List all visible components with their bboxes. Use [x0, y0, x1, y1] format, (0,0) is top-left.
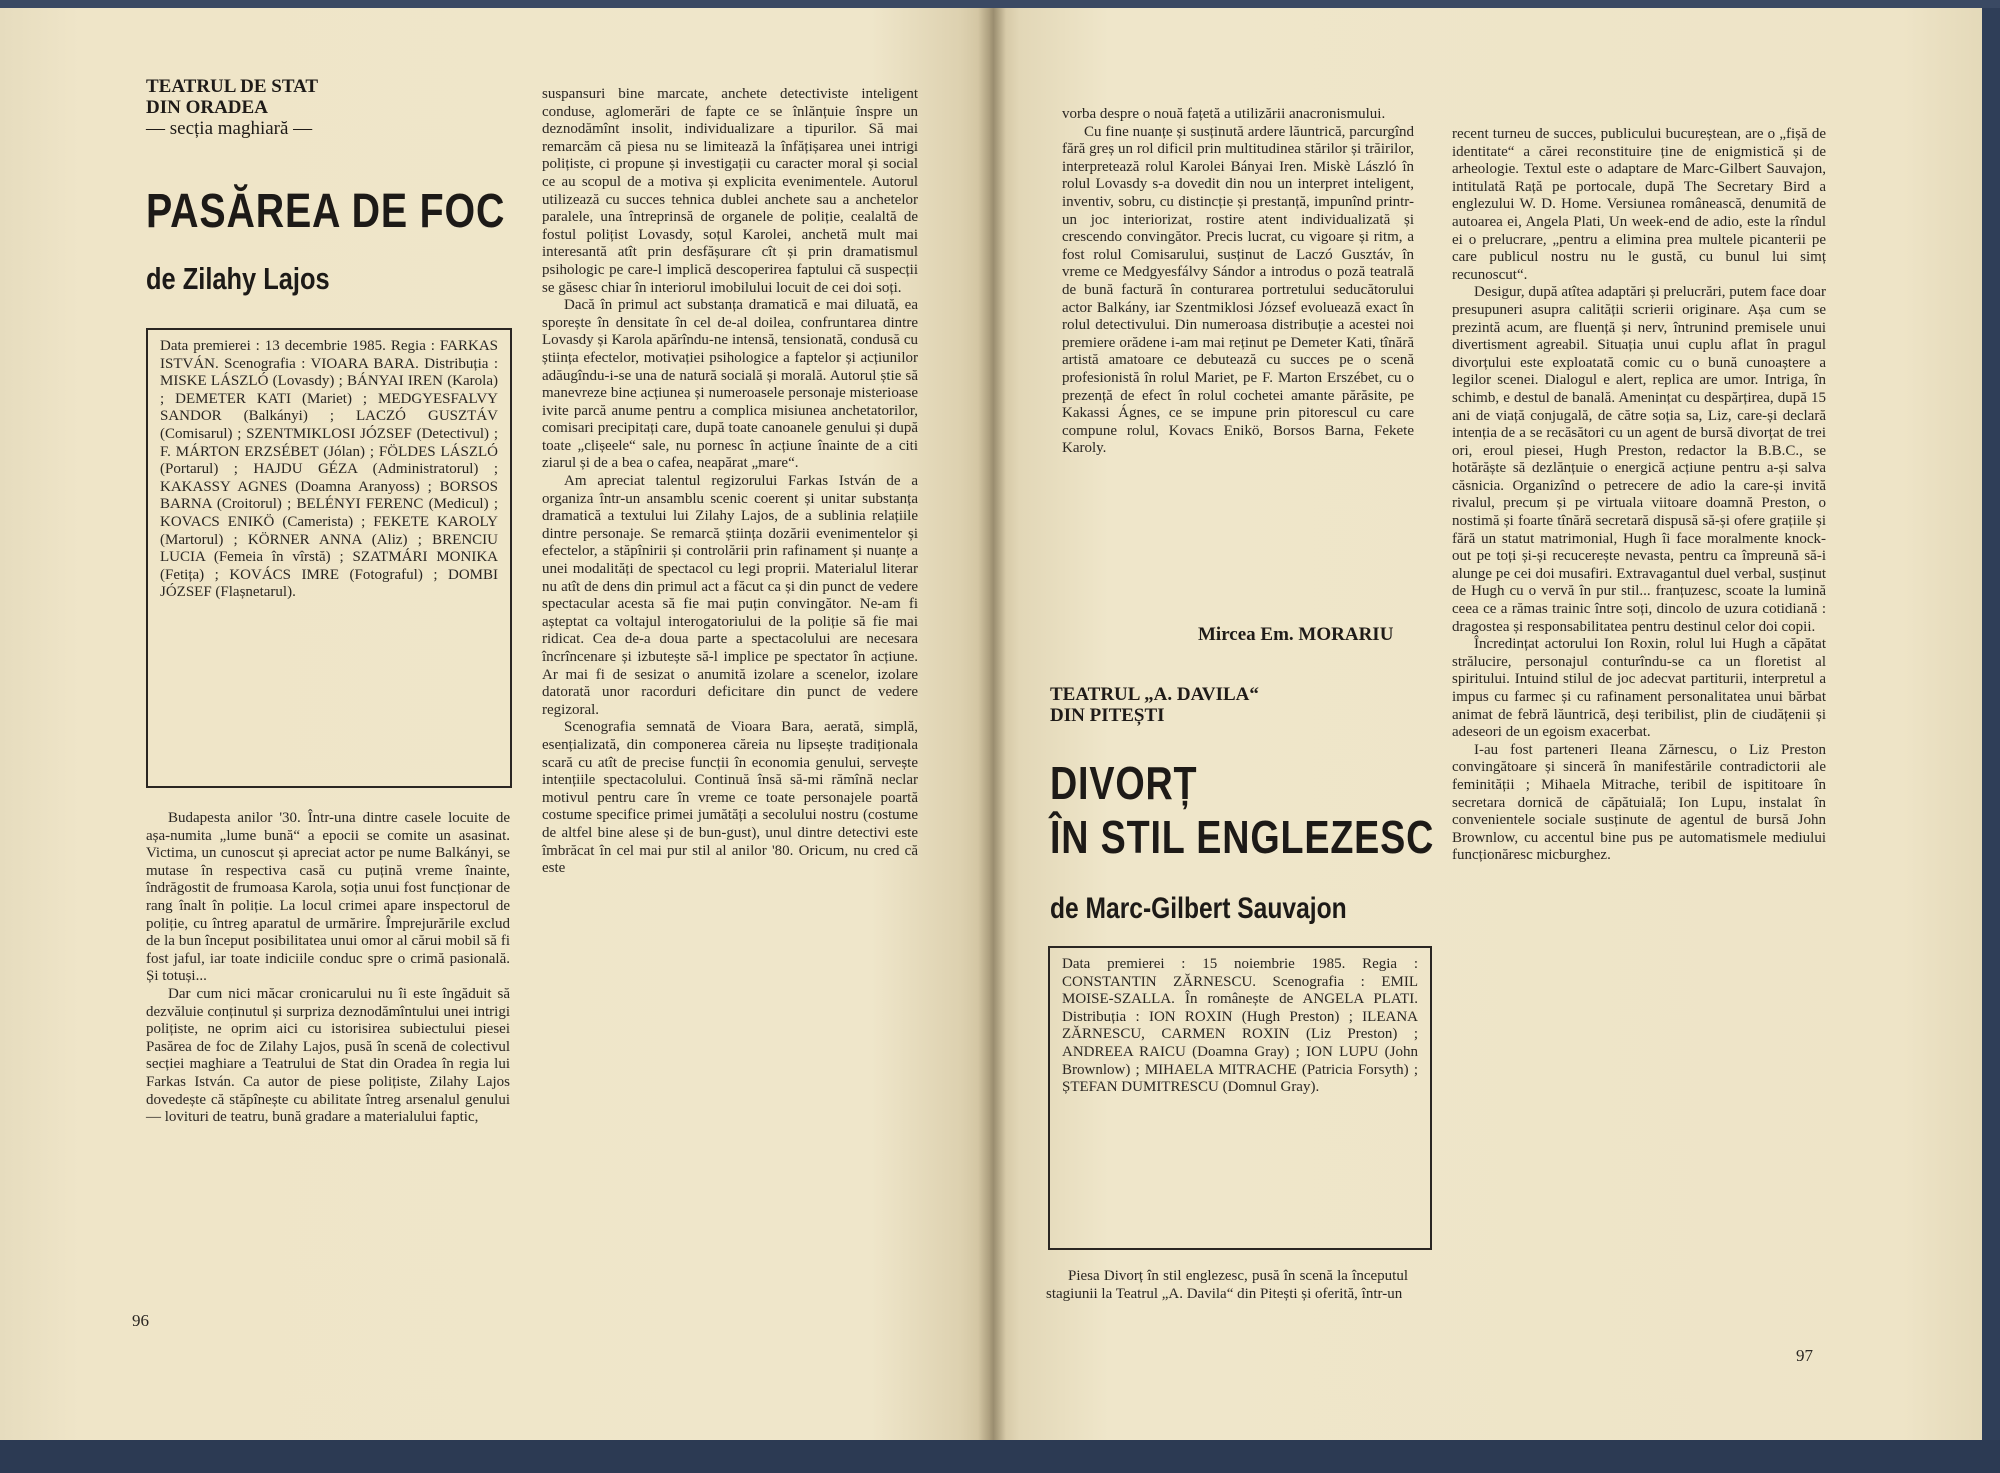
- book-gutter: [978, 8, 1006, 1448]
- review-ending-column: [1062, 106, 1414, 458]
- author-signature: Mircea Em. MORARIU: [1198, 624, 1394, 645]
- paragraph: suspansuri bine marcate, anchete detectiviste inteligent conduse, aglomerări de fapte ce se înlănțuie înspre un deznodămînt insolit, individualizare a tipurilor. Să mai remarcăm că piesa nu se limitează la înfățișarea unei intrigi polițiste, ci propune și investigații cu caracter moral și social ce au scopul de a motiva și explicita evenimentele. Autorul utilizează cu succes tehnica dublei anchete sau a anchetelor paralele, una întreprinsă de organele de poliție, cealaltă de fostul polițist Lovasdy, soțul Karolei, anchetă mult mai interesantă atît prin desfășurare cît și prin dramatismul psihologic pe care-l implică descoperirea faptului că suspecții se găsesc chiar în interiorul imobilului locuit de cei doi soți.: [542, 86, 918, 296]
- play-title: [1050, 756, 1434, 864]
- book-cover-edge: [1982, 8, 2000, 1448]
- credits-box: [146, 328, 512, 788]
- page-number: 96: [132, 1311, 149, 1330]
- play-author: de Zilahy Lajos: [146, 261, 330, 296]
- paragraph: Cu fine nuanțe și susținută ardere lăuntrică, parcurgînd fără greș un rol dificil prin multitudinea stărilor și trăirilor, interpretează rolul Karolei Bányai Iren. Miskè László în rolul Lovasdy s-a dovedit din nou un interpret inteligent, inventiv, sobru, cu distincție și prestanță, impunînd printr-un joc interiorizat, rostire atent individualizată și crescendo convingător. Precis lucrat, cu vigoare și ritm, a fost rolul Comisarului, susținut de Laczó Gusztáv, în vreme ce Medgyesfálvy Sándor a introdus o poză teatrală de bună factură în conturarea portretului seducătorului actor Balkány, iar Szentmiklosi József evoluează exact în rolul detectivului. Din numeroasa distribuție a acestei noi premiere orădene i-am mai reținut pe Demeter Kati, tînără artistă amatoare ce debutează cu succes pe o scenă profesionistă în rolul Mariet, pe F. Marton Erszébet, cu o prezență de efect în rolul cochetei amante părăsite, pe Kakassi Ágnes, ce se impune prin pitorescul cu care compune rolul, Kovacs Enikö, Borsos Barna, Fekete Karoly.: [1062, 123, 1414, 457]
- theatre-section: — secția maghiară —: [146, 118, 313, 139]
- right-page: [990, 8, 1982, 1448]
- article-column-1: [1046, 1268, 1408, 1303]
- play-title: PASĂREA DE FOC: [146, 185, 506, 238]
- paragraph: Piesa Divorț în stil englezesc, pusă în scenă la începutul stagiunii la Teatrul „A. Davila“ din Pitești și oferită, într-un: [1046, 1268, 1408, 1302]
- play-title-line: ÎN STIL ENGLEZESC: [1050, 811, 1435, 863]
- paragraph: Budapesta anilor '30. Într-una dintre casele locuite de așa-numita „lume bună“ a epocii se comite un asasinat. Victima, un cunoscut și apreciat actor pe nume Balkányi, se mutase în respectiva casă cu puțină vreme înainte, îndrăgostit de frumoasa Karola, soția unui fost funcționar de rang înalt în poliție. La locul crimei apare inspectorul de poliție, cu întreg aparatul de urmărire. Împrejurările exclud de la bun început posibilitatea unui omor al cărui mobil să fi fost jaful, iar toate indiciile conduc spre o crimă pasională. Și totuși...: [146, 810, 510, 985]
- page-number: 97: [1796, 1346, 1813, 1365]
- paragraph: Încredințat actorului Ion Roxin, rolul lui Hugh a căpătat strălucire, personajul conturîndu-se ca un floretist al spiritului. Intuind stilul de joc adecvat partiturii, interpretul a impus cu farmec și cu rafinament personalitatea unui bărbat animat de febră lăuntrică, deși teribilist, plin de ciudățenii și adeseori de un egoism exacerbat.: [1452, 636, 1826, 741]
- paragraph: Desigur, după atîtea adaptări și prelucrări, putem face doar presupuneri asupra calității scrierii originare. Așa cum se prezintă acum, are fluență și nerv, întrunind premisele unui divertisment agreabil. Situația unui cuplu aflat în pragul divorțului este exploatată comic cu o bună cunoaștere a legilor scenei. Dialogul e alert, replica are umor. Intriga, în schimb, e destul de banală. Amenințat cu despărțirea, după 15 ani de viață conjugală, de către soția sa, Liz, care-și declară intenția de a se recăsători cu un agent de bursă divorțat de trei ori, eroul piesei, Hugh Preston, redactor la B.B.C., se hotărăște să dezlănțuie o energică acțiune pentru a-și salva căsnicia. Organizînd o petrecere de adio la care-și invită rivalul, precum și pe virtuala viitoare doamnă Preston, o nostimă și foarte tînără secretară dispusă să-și ofere grațiile și fără un statut matrimonial, Hugh îi face moralmente knock-out pe toți și-și recucerește nevasta, pentru ca împreună să-i alunge pe cei doi musafiri. Extravagantul duel verbal, susținut de Hugh cu o vervă în pur stil... franțuzesc, scoate la lumină ceea ce a rămas trainic între soți, dincolo de uzura cotidiană : dragostea și responsabilitatea pentru destinul celor doi copii.: [1452, 284, 1826, 635]
- article-column-2: [542, 86, 918, 878]
- paragraph: Dacă în primul act substanța dramatică e mai diluată, ea sporește în densitate în cel de-al doilea, confruntarea dintre Lovasdy și Karola apărîndu-ne intensă, tensionată, condusă cu știința efectelor, motivației psihologice a faptelor și acțiunilor adăugîndu-i-se una de natură socială și morală. Autorul știe să manevreze bine acțiunea și numeroasele personaje misterioase ivite parcă anume pentru a complica misiunea anchetatorilor, comisari precipitați care, după toate canoanele genului și după toate „clișeele“ sale, nu pornesc în acțiune înainte de a citi ziarul și de a bea o cafea, neapărat „mare“.: [542, 297, 918, 472]
- theatre-name-line: DIN ORADEA: [146, 97, 268, 118]
- theatre-header: [1050, 684, 1390, 726]
- credits-text: Data premierei : 13 decembrie 1985. Regia : FARKAS ISTVÁN. Scenografia : VIOARA BARA. Distribuția : MISKE LÁSZLÓ (Lovasdy) ; BÁNYAI IREN (Karola) ; DEMETER KATI (Mariet) ; MEDGYESFALVY SANDOR (Balkányi) ; LACZÓ GUSZTÁV (Comisarul) ; SZENTMIKLOSI JÓZSEF (Detectivul) ; F. MÁRTON ERZSÉBET (Jólan) ; FÖLDES LÁSZLÓ (Portarul) ; HAJDU GÉZA (Administratorul) ; KAKASSY AGNES (Doamna Aranyoss) ; BORSOS BARNA (Croitorul) ; BELÉNYI FERENC (Medicul) ; KOVACS ENIKÖ (Camerista) ; FEKETE KAROLY (Martorul) ; KÖRNER ANNA (Aliz) ; BRENCIU LUCIA (Femeia în vîrstă) ; SZATMÁRI MONIKA (Fetița) ; KOVÁCS IMRE (Fotograful) ; DOMBI JÓZSEF (Flașnetarul).: [160, 338, 498, 601]
- play-author: de Marc-Gilbert Sauvajon: [1050, 892, 1347, 925]
- paragraph: I-au fost parteneri Ileana Zărnescu, o Liz Preston convingătoare și sinceră în manifestările contradictorii ale feminității ; Mihaela Mitrache, teribil de ispititoare în secretara dornică de căpătuială; Ion Lupu, instalat în convenientele sociale susținute de agentul de bursă John Brownlow, cu accentul bine pus pe automatismele mediului funcționăresc micburghez.: [1452, 741, 1826, 864]
- article-column-1: [146, 810, 510, 1127]
- theatre-header: [146, 76, 406, 139]
- theatre-name-line: TEATRUL „A. DAVILA“: [1050, 684, 1259, 705]
- left-page: [0, 8, 990, 1448]
- paragraph: vorba despre o nouă fațetă a utilizării anacronismului.: [1062, 106, 1386, 122]
- theatre-name-line: DIN PITEȘTI: [1050, 705, 1165, 726]
- article-column-2: [1452, 126, 1826, 865]
- paragraph: Am apreciat talentul regizorului Farkas István de a organiza într-un ansamblu scenic coerent și unitar substanța dramatică a textului lui Zilahy Lajos, de a sublinia relațiile dintre personaje. Se remarcă știința dozării evenimentelor și efectelor, a stăpînirii și controlării prin rafinament și nuanțe a unei modalități de spectacol cu legi proprii. Materialul literar nu atît de dens din primul act a făcut ca și din punct de vedere spectacular acesta să fie mai puțin convingător. Ne-am fi așteptat ca voltajul interogatoriului de la poliție să fie mai ridicat. Cea de-a doua parte a spectacolului are necesara încrîncenare și izbutește să-l implice pe spectator în acțiune. Ar mai fi de sesizat o anumită izolare a scenelor, izolare datorată unor racorduri deficitare din punct de vedere regizoral.: [542, 473, 918, 718]
- paragraph: Scenografia semnată de Vioara Bara, aerată, simplă, esențializată, din componerea căreia nu lipsește tradiționala scară cu atît de precise funcții în economia genului, servește intențiile spectacolului. Continuă însă să-mi rămînă neclar motivul pentru care în vreme ce toate personajele poartă costume specifice primei jumătăți a secolului nostru (costume de altfel bine alese și de bun-gust), unul dintre detectivi este îmbrăcat în cel mai pur stil al anilor '80. Oricum, nu cred că este: [542, 719, 918, 877]
- play-title-line: DIVORȚ: [1050, 757, 1198, 809]
- theatre-name-line: TEATRUL DE STAT: [146, 76, 319, 97]
- credits-text: Data premierei : 15 noiembrie 1985. Regia : CONSTANTIN ZĂRNESCU. Scenografia : EMIL MOISE-SZALLA. În românește de ANGELA PLATI. Distribuția : ION ROXIN (Hugh Preston) ; ILEANA ZĂRNESCU, CARMEN ROXIN (Liz Preston) ; ANDREEA RAICU (Doamna Gray) ; ION LUPU (John Brownlow) ; MIHAELA MITRACHE (Patricia Forsyth) ; ȘTEFAN DUMITRESCU (Domnul Gray).: [1062, 956, 1418, 1096]
- paragraph: recent turneu de succes, publicului bucureștean, are o „fișă de identitate“ a cărei reconstituire ține de enigmistică și de arheologie. Textul este o adaptare de Marc-Gilbert Sauvajon, intitulată Rață pe portocale, după The Secretary Bird a englezului W. D. Home. Versiunea românească, denumită de autoarea ei, Angela Plati, Un week-end de adio, este la rîndul ei o prelucrare, „pentru a elimina prea multele picanterii pe care publicul nostru nu le gustă, cu bunul lui simț recunoscut“.: [1452, 126, 1826, 283]
- credits-box: [1048, 946, 1432, 1250]
- book-cover-bottom: [0, 1440, 2000, 1473]
- paragraph: Dar cum nici măcar cronicarului nu îi este îngăduit să dezvăluie conținutul și surpriza deznodămîntului unei intrigi polițiste, ne oprim aici cu istorisirea subiectului piesei Pasărea de foc de Zilahy Lajos, pusă în scenă de colectivul secției maghiare a Teatrului de Stat din Oradea în regia lui Farkas István. Ca autor de piese polițiste, Zilahy Lajos dovedește că stăpînește cu abilitate întreg arsenalul genului — lovituri de teatru, bună gradare a materialului faptic,: [146, 985, 510, 1126]
